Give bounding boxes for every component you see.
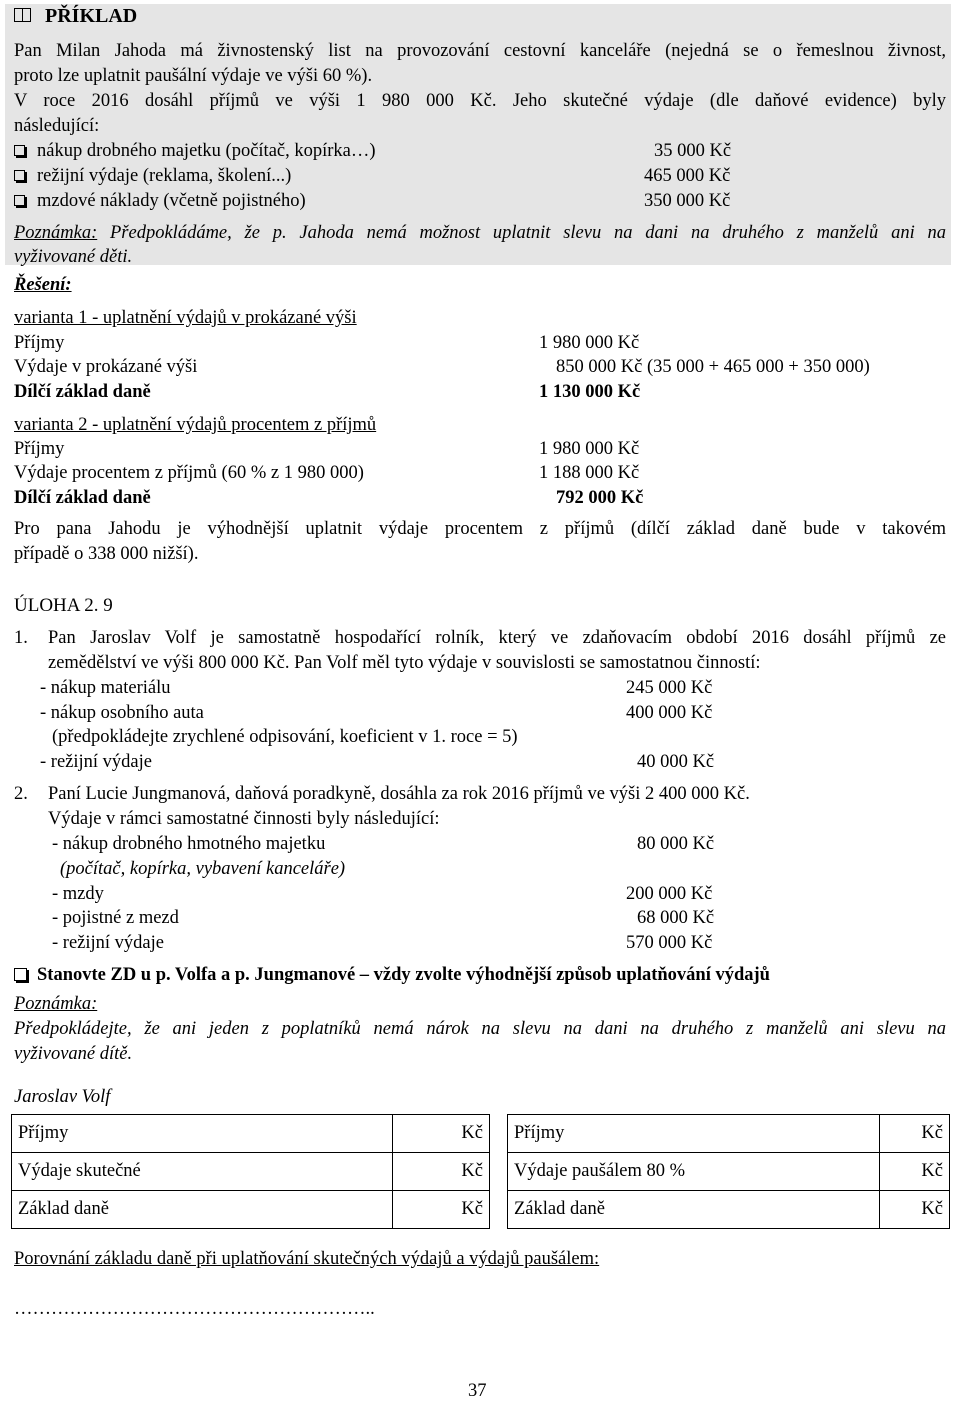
table-row: [12, 1191, 490, 1229]
task1-item-amount: 40 000 Kč: [637, 752, 715, 772]
task2-item-label: - pojistné z mezd: [52, 908, 179, 928]
task2-item-label: - mzdy: [52, 884, 104, 904]
v1-value: 850 000 Kč (35 000 + 465 000 + 350 000): [556, 357, 870, 377]
solution-heading: Řešení:: [14, 275, 72, 295]
item-amount: 350 000 Kč: [644, 191, 731, 211]
variant1-title: varianta 1 - uplatnění výdajů v prokázané výši: [14, 308, 357, 328]
cell-unit: Kč: [392, 1115, 489, 1153]
task-note-line2: vyživované dítě.: [14, 1044, 133, 1064]
item-label: nákup drobného majetku (počítač, kopírka…): [37, 141, 376, 161]
checkbox-icon: [14, 170, 25, 181]
table-row: [508, 1191, 950, 1229]
v1-label: Výdaje v prokázané výši: [14, 357, 198, 377]
conclusion-1: Pro pana Jahodu je výhodnější uplatnit výdaje procentem z příjmů (dílčí základ daně bude v takovém: [14, 519, 946, 539]
task1-item-amount: 245 000 Kč: [626, 678, 713, 698]
example-heading: [14, 4, 137, 28]
example-intro-1: Pan Milan Jahoda má živnostenský list na provozování cestovní kanceláře (nejedná se o řemeslnou živnost,: [14, 41, 946, 61]
v2-value: 792 000 Kč: [556, 488, 644, 508]
item-amount: 35 000 Kč: [654, 141, 732, 161]
task1-number: 1.: [14, 628, 28, 648]
cell-label: Základ daně: [508, 1191, 880, 1229]
task-instruction: [14, 964, 770, 986]
example-intro-4: následující:: [14, 116, 100, 136]
note-label: Poznámka:: [14, 223, 98, 243]
checkbox-icon: [14, 968, 27, 981]
cell-label: Základ daně: [12, 1191, 393, 1229]
task2-item-amount: 200 000 Kč: [626, 884, 713, 904]
task1-item-label: - nákup osobního auta: [40, 703, 204, 723]
table-row: [508, 1153, 950, 1191]
task2-item-label: - nákup drobného hmotného majetku: [52, 834, 326, 854]
task1-item-label: - nákup materiálu: [40, 678, 171, 698]
task2-line2: Výdaje v rámci samostatné činnosti byly následující:: [48, 809, 440, 829]
cell-unit: Kč: [880, 1115, 950, 1153]
v1-label: Dílčí základ daně: [14, 382, 151, 402]
example-note-2: vyživované děti.: [14, 247, 133, 267]
instruction-text: Stanovte ZD u p. Volfa a p. Jungmanové – vždy zvolte výhodnější způsob uplatňování výdajů: [37, 965, 770, 985]
cell-label: Výdaje skutečné: [12, 1153, 393, 1191]
book-icon: [14, 8, 31, 22]
task2-line1: Paní Lucie Jungmanová, daňová poradkyně, dosáhla za rok 2016 příjmů ve výši 2 400 000 Kč.: [48, 784, 750, 804]
example-item: [14, 165, 291, 187]
task1-line2: zemědělství ve výši 800 000 Kč. Pan Volf měl tyto výdaje v souvislosti se samostatnou činností:: [48, 653, 761, 673]
cell-label: Příjmy: [12, 1115, 393, 1153]
table-row: [508, 1115, 950, 1153]
example-item: [14, 140, 376, 162]
comparison-label: Porovnání základu daně při uplatňování skutečných výdajů a výdajů paušálem:: [14, 1249, 600, 1269]
task2-item-label: - režijní výdaje: [52, 933, 164, 953]
variant2-title: varianta 2 - uplatnění výdajů procentem z příjmů: [14, 415, 377, 435]
task2-item-amount: 80 000 Kč: [637, 834, 715, 854]
cell-unit: Kč: [880, 1153, 950, 1191]
cell-unit: Kč: [392, 1191, 489, 1229]
v2-label: Výdaje procentem z příjmů (60 % z 1 980 000): [14, 463, 364, 483]
example-intro-3: V roce 2016 dosáhl příjmů ve výši 1 980 000 Kč. Jeho skutečné výdaje (dle daňové evidence) byly: [14, 91, 946, 111]
worksheet-person: Jaroslav Volf: [14, 1087, 111, 1107]
v2-value: 1 188 000 Kč: [539, 463, 640, 483]
task-note-line1: Předpokládejte, že ani jeden z poplatníků nemá nárok na slevu na dani na druhého z manželů ani slevu na: [14, 1019, 946, 1039]
example-intro-2: proto lze uplatnit paušální výdaje ve výši 60 %).: [14, 66, 373, 86]
v2-label: Příjmy: [14, 439, 65, 459]
worksheet-table-flat: [507, 1114, 950, 1229]
cell-label: Příjmy: [508, 1115, 880, 1153]
checkbox-icon: [14, 145, 25, 156]
page-number: 37: [468, 1381, 487, 1401]
task-title: ÚLOHA 2. 9: [14, 595, 113, 616]
example-note-1: [14, 222, 946, 244]
cell-unit: Kč: [880, 1191, 950, 1229]
v1-value: 1 130 000 Kč: [539, 382, 641, 402]
task1-item-label: - režijní výdaje: [40, 752, 152, 772]
table-row: [12, 1115, 490, 1153]
table-row: [12, 1153, 490, 1191]
task2-item-amount: 570 000 Kč: [626, 933, 713, 953]
v1-value: 1 980 000 Kč: [539, 333, 640, 353]
task1-item-note: (předpokládejte zrychlené odpisování, koeficient v 1. roce = 5): [52, 727, 518, 747]
cell-unit: Kč: [392, 1153, 489, 1191]
item-label: režijní výdaje (reklama, školení...): [37, 166, 292, 186]
cell-label: Výdaje paušálem 80 %: [508, 1153, 880, 1191]
conclusion-2: případě o 338 000 nižší).: [14, 544, 199, 564]
item-amount: 465 000 Kč: [644, 166, 731, 186]
example-item: [14, 190, 306, 212]
v2-value: 1 980 000 Kč: [539, 439, 640, 459]
task2-item-note: (počítač, kopírka, vybavení kanceláře): [60, 859, 346, 879]
example-title: PŘÍKLAD: [45, 5, 138, 27]
task2-number: 2.: [14, 784, 28, 804]
task-note-label: Poznámka:: [14, 994, 98, 1014]
v2-label: Dílčí základ daně: [14, 488, 151, 508]
v1-label: Příjmy: [14, 333, 65, 353]
worksheet-table-actual: [11, 1114, 490, 1229]
item-label: mzdové náklady (včetně pojistného): [37, 191, 306, 211]
checkbox-icon: [14, 195, 25, 206]
task2-item-amount: 68 000 Kč: [637, 908, 715, 928]
task1-item-amount: 400 000 Kč: [626, 703, 713, 723]
task1-line1: Pan Jaroslav Volf je samostatně hospodařící rolník, který ve zdaňovacím období 2016 dosáhl příjmů ze: [48, 628, 946, 648]
note-text: Předpokládáme, že p. Jahoda nemá možnost uplatnit slevu na dani na druhého z manželů ani na: [97, 223, 946, 243]
answer-dots: …………………………………………………..: [14, 1299, 375, 1319]
